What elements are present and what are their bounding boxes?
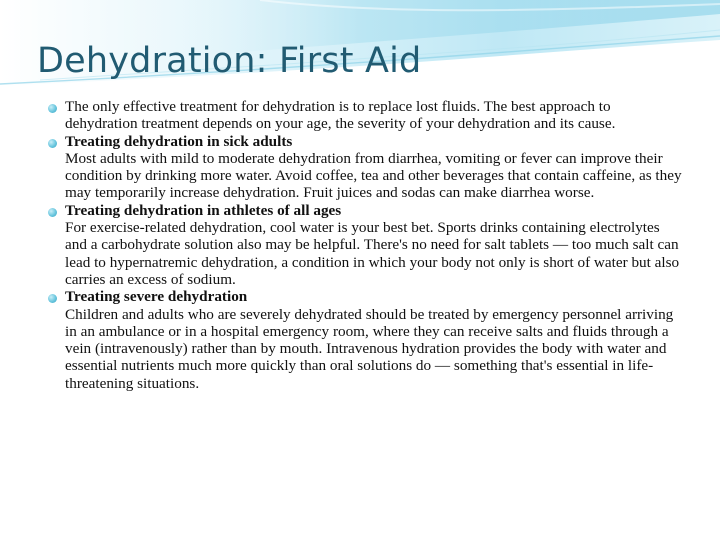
list-item bbox=[46, 98, 682, 133]
bullet-dot-icon bbox=[48, 294, 57, 303]
item-text: For exercise-related dehydration, cool water is your best bet. Sports drinks containing electrolytes and a carbohydrate solution also may be helpful. There's no need for salt tablets — too much salt can lead to hypernatremic dehydration, a condition in which your body not only is short of water but also carries an excess of sodium. bbox=[65, 219, 680, 288]
bullet-dot-icon bbox=[48, 104, 57, 113]
item-heading: Treating severe dehydration bbox=[65, 288, 248, 306]
bullet-dot-icon bbox=[48, 139, 57, 148]
item-text: The only effective treatment for dehydration is to replace lost fluids. The best approach to dehydration treatment depends on your age, the severity of your dehydration and its cause. bbox=[65, 98, 616, 133]
list-item bbox=[46, 133, 682, 202]
item-heading: Treating dehydration in sick adults bbox=[65, 132, 293, 150]
list-item bbox=[46, 202, 682, 288]
item-text: Most adults with mild to moderate dehydration from diarrhea, vomiting or fever can improve their condition by drinking more water. Avoid coffee, tea and other beverages that contain caffeine, as they may temporarily increase dehydration. Fruit juices and sodas can make diarrhea worse. bbox=[65, 149, 682, 202]
list-item bbox=[46, 288, 682, 392]
slide-title: Dehydration: First Aid bbox=[37, 41, 422, 81]
bullet-list bbox=[46, 98, 682, 392]
item-heading: Treating dehydration in athletes of all ages bbox=[65, 201, 342, 219]
item-text: Children and adults who are severely dehydrated should be treated by emergency personnel arriving in an ambulance or in a hospital emergency room, where they can receive salts and fluids through a vein (intravenously) rather than by mouth. Intravenous hydration provides the body with water and essential nutrients much more quickly than oral solutions do — something that's essential in life-threatening situations. bbox=[65, 305, 674, 392]
bullet-dot-icon bbox=[48, 208, 57, 217]
